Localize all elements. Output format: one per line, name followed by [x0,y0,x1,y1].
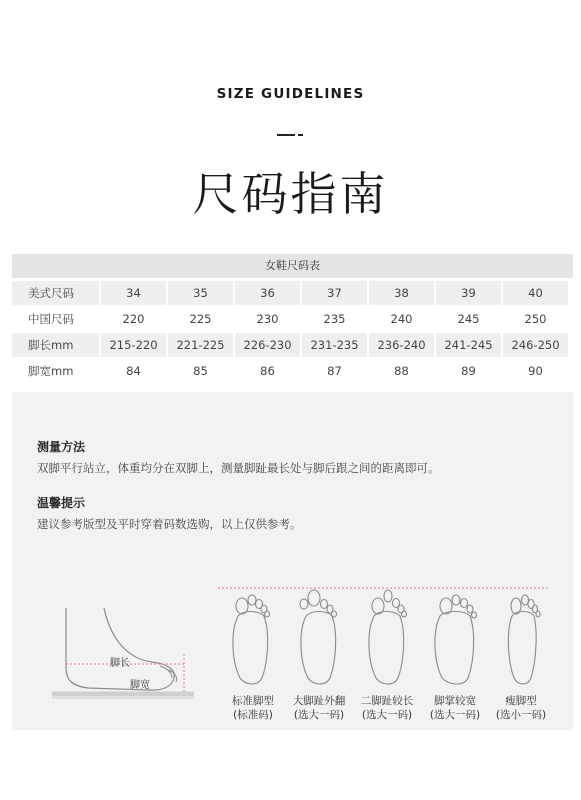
size-table [12,254,573,383]
table-title: 女鞋尺码表 [12,254,573,278]
table-cell: 37 [302,281,367,305]
foot-type-wide [420,694,490,722]
foot-type-name: 瘦脚型 [505,695,537,707]
row-label: 脚宽mm [12,359,99,383]
foot-type-name: 大脚趾外翻 [292,695,346,707]
table-row-cn-size [12,307,573,331]
table-cell: 86 [235,359,300,383]
table-cell: 215-220 [101,333,166,357]
table-row-foot-width [12,359,573,383]
table-cell: 241-245 [436,333,501,357]
foot-type-name: 脚掌较宽 [434,695,476,707]
foot-type-name: 二脚趾较长 [360,695,414,707]
foot-type-name: 标准脚型 [232,695,274,707]
foot-length-label: 脚长 [110,658,130,669]
foot-types [218,582,548,722]
title-dash-decoration [277,132,304,138]
row-label: 脚长mm [12,333,99,357]
table-cell: 39 [436,281,501,305]
table-cell: 230 [235,307,300,331]
table-row-foot-length [12,333,573,357]
foot-type-advice: (选小一码) [495,709,547,721]
table-cell: 40 [503,281,568,305]
table-cell: 235 [302,307,367,331]
table-cell: 36 [235,281,300,305]
info-panel [12,392,573,730]
foot-type-advice: (选大一码) [293,709,345,721]
size-heading: SIZE GUIDELINES [216,86,365,102]
table-cell: 240 [369,307,434,331]
table-cell: 89 [436,359,501,383]
table-row-us-size [12,281,573,305]
foot-type-long-second-toe [352,694,422,722]
foot-type-advice: (选大一码) [429,709,481,721]
foot-types-illustration [218,582,548,692]
table-cell: 245 [436,307,501,331]
table-cell: 87 [302,359,367,383]
foot-type-bunion [284,694,354,722]
page-title: 尺码指南 [192,167,389,221]
table-cell: 88 [369,359,434,383]
foot-type-advice: (选大一码) [361,709,413,721]
method-title: 测量方法 [37,440,86,454]
table-cell: 34 [101,281,166,305]
foot-type-slim [486,694,556,722]
table-cell: 221-225 [168,333,233,357]
table-cell: 85 [168,359,233,383]
table-cell: 246-250 [503,333,568,357]
table-cell: 84 [101,359,166,383]
row-label: 美式尺码 [12,281,99,305]
foot-side-diagram [48,606,198,710]
table-cell: 220 [101,307,166,331]
foot-type-standard [218,694,288,722]
foot-width-label: 脚宽 [130,680,150,691]
tips-title: 温馨提示 [37,496,86,510]
foot-type-advice: (标准码) [233,709,273,721]
table-cell: 225 [168,307,233,331]
table-cell: 38 [369,281,434,305]
tips-text: 建议参考版型及平时穿着码数选购，以上仅供参考。 [37,517,302,531]
table-cell: 90 [503,359,568,383]
table-cell: 226-230 [235,333,300,357]
table-cell: 35 [168,281,233,305]
table-cell: 250 [503,307,568,331]
table-cell: 236-240 [369,333,434,357]
row-label: 中国尺码 [12,307,99,331]
table-cell: 231-235 [302,333,367,357]
method-text: 双脚平行站立，体重均分在双脚上，测量脚趾最长处与脚后跟之间的距离即可。 [37,461,440,475]
